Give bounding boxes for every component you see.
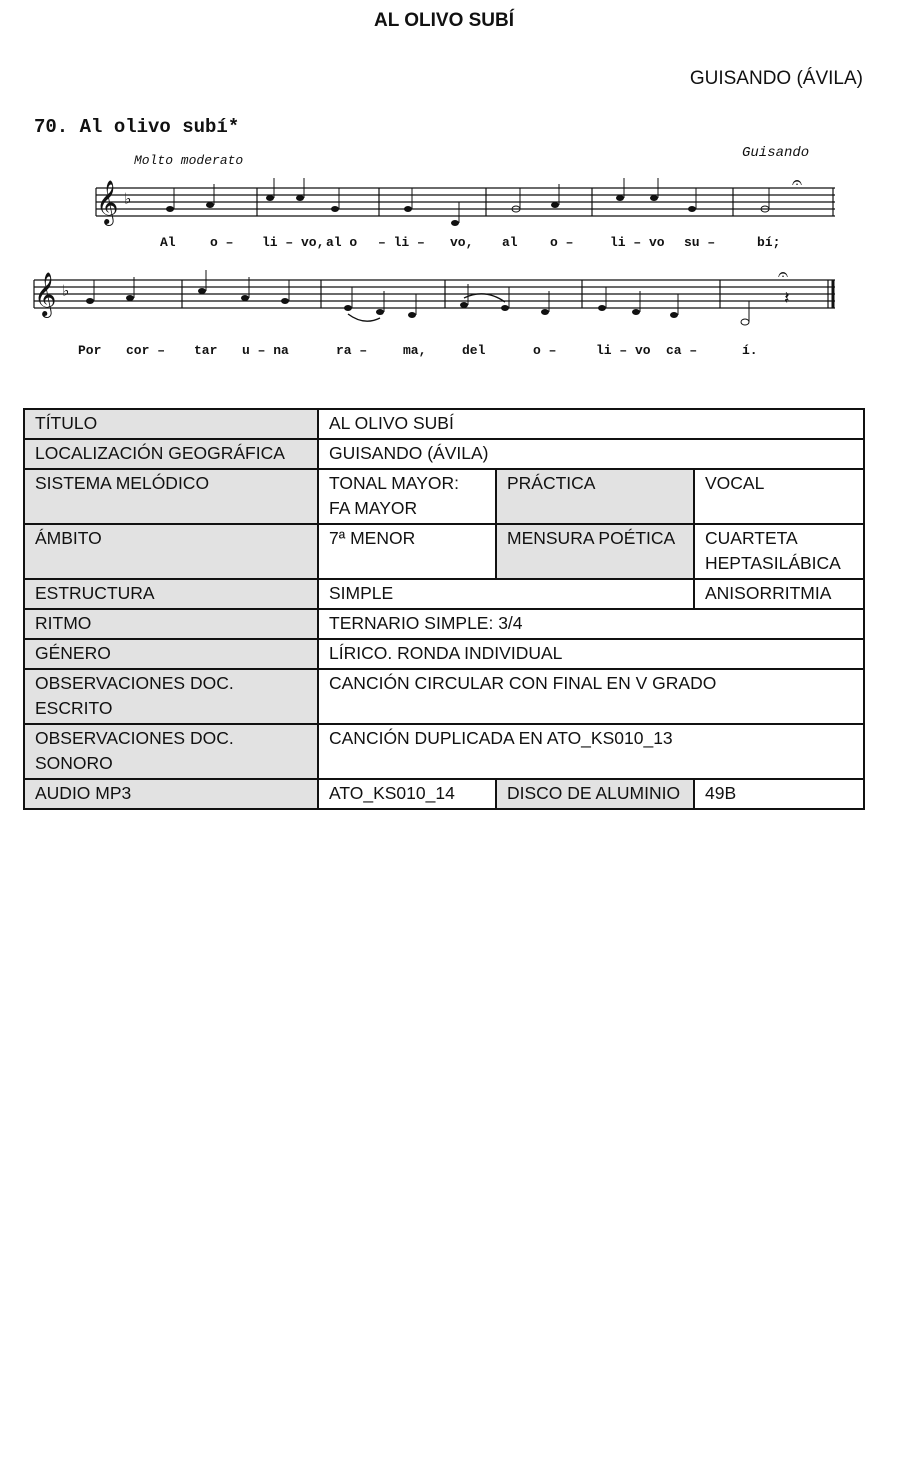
lyric-syllable: vo,: [450, 235, 474, 250]
lyric-syllable: cor –: [126, 343, 166, 358]
lyric-syllable: ma,: [403, 343, 427, 358]
lyric-syllable: al o: [326, 235, 358, 250]
score-heading: 70. Al olivo subí*: [34, 116, 240, 138]
lyrics-line-1: [160, 235, 780, 250]
table-row-titulo: [24, 409, 864, 439]
ritmo-value: TERNARIO SIMPLE: 3/4: [318, 609, 864, 639]
fermata-icon: 𝄐: [792, 174, 803, 194]
lyric-syllable: Al: [160, 235, 176, 250]
lyric-syllable: li – vo: [596, 343, 651, 358]
treble-clef-icon: 𝄞: [96, 184, 119, 227]
mensura-label: MENSURA POÉTICA: [496, 524, 694, 579]
lyric-syllable: ca –: [666, 343, 698, 358]
ambito-label: ÁMBITO: [24, 524, 318, 579]
mensura-value-line-1: CUARTETA: [705, 528, 798, 548]
lyric-syllable: o –: [550, 235, 574, 250]
song-data-table: [23, 408, 865, 810]
estructura-extra: ANISORRITMIA: [694, 579, 864, 609]
lyric-syllable: tar: [194, 343, 218, 358]
practica-label: PRÁCTICA: [496, 469, 694, 524]
lyric-syllable: ra –: [336, 343, 368, 358]
disco-value: 49B: [694, 779, 864, 809]
audio-value: ATO_KS010_14: [318, 779, 496, 809]
titulo-label: TÍTULO: [24, 409, 318, 439]
score-tempo: Molto moderato: [134, 153, 244, 168]
staff-1: [96, 188, 835, 216]
fermata-icon: 𝄐: [778, 266, 789, 286]
lyrics-line-2: [78, 343, 758, 358]
mensura-value-line-2: HEPTASILÁBICA: [705, 553, 841, 573]
sistema-value: [318, 469, 496, 524]
lyric-syllable: del: [462, 343, 486, 358]
localizacion-label: LOCALIZACIÓN GEOGRÁFICA: [24, 439, 318, 469]
obs-sonoro-value: CANCIÓN DUPLICADA EN ATO_KS010_13: [318, 724, 864, 779]
table-row-sistema: [24, 469, 864, 524]
lyric-syllable: Por: [78, 343, 102, 358]
genero-value: LÍRICO. RONDA INDIVIDUAL: [318, 639, 864, 669]
quarter-rest-icon: 𝄽: [784, 290, 790, 310]
slur: [348, 314, 380, 321]
genero-label: GÉNERO: [24, 639, 318, 669]
sistema-value-line-1: TONAL MAYOR:: [329, 473, 459, 493]
document-location: GUISANDO (ÁVILA): [689, 68, 863, 89]
estructura-value: SIMPLE: [318, 579, 694, 609]
lyric-syllable: li – vo,: [262, 235, 325, 250]
staff-2: [34, 280, 835, 308]
sistema-value-line-2: FA MAYOR: [329, 498, 418, 518]
obs-sonoro-label: OBSERVACIONES DOC. SONORO: [24, 724, 318, 779]
table-row-obs-escrito: [24, 669, 864, 724]
titulo-value: AL OLIVO SUBÍ: [318, 409, 864, 439]
lyric-syllable: – li –: [378, 235, 425, 250]
score-place: Guisando: [742, 145, 810, 161]
practica-value: VOCAL: [694, 469, 864, 524]
lyric-syllable: su –: [684, 235, 716, 250]
music-score-image: [30, 108, 845, 370]
lyric-syllable: li – vo: [610, 235, 665, 250]
lyric-syllable: í.: [742, 343, 758, 358]
sistema-label: SISTEMA MELÓDICO: [24, 469, 318, 524]
lyric-syllable: o –: [533, 343, 557, 358]
flat-icon: ♭: [61, 283, 71, 301]
disco-label: DISCO DE ALUMINIO: [496, 779, 694, 809]
obs-escrito-value: CANCIÓN CIRCULAR CON FINAL EN V GRADO: [318, 669, 864, 724]
lyric-syllable: bí;: [757, 235, 781, 250]
lyric-syllable: u – na: [242, 343, 289, 358]
document-title: AL OLIVO SUBÍ: [373, 10, 515, 31]
estructura-label: ESTRUCTURA: [24, 579, 318, 609]
table-row-obs-sonoro: [24, 724, 864, 779]
ambito-value: 7ª MENOR: [318, 524, 496, 579]
lyric-syllable: al: [502, 235, 518, 250]
localizacion-value: GUISANDO (ÁVILA): [318, 439, 864, 469]
table-row-audio: [24, 779, 864, 809]
table-row-localizacion: [24, 439, 864, 469]
mensura-value: [694, 524, 864, 579]
obs-escrito-label: OBSERVACIONES DOC. ESCRITO: [24, 669, 318, 724]
table-row-ambito: [24, 524, 864, 579]
ritmo-label: RITMO: [24, 609, 318, 639]
audio-label: AUDIO MP3: [24, 779, 318, 809]
flat-icon: ♭: [123, 191, 133, 209]
table-row-genero: [24, 639, 864, 669]
notes-staff-2: [86, 270, 749, 325]
treble-clef-icon: 𝄞: [34, 276, 57, 319]
table-row-estructura: [24, 579, 864, 609]
lyric-syllable: o –: [210, 235, 234, 250]
table-row-ritmo: [24, 609, 864, 639]
